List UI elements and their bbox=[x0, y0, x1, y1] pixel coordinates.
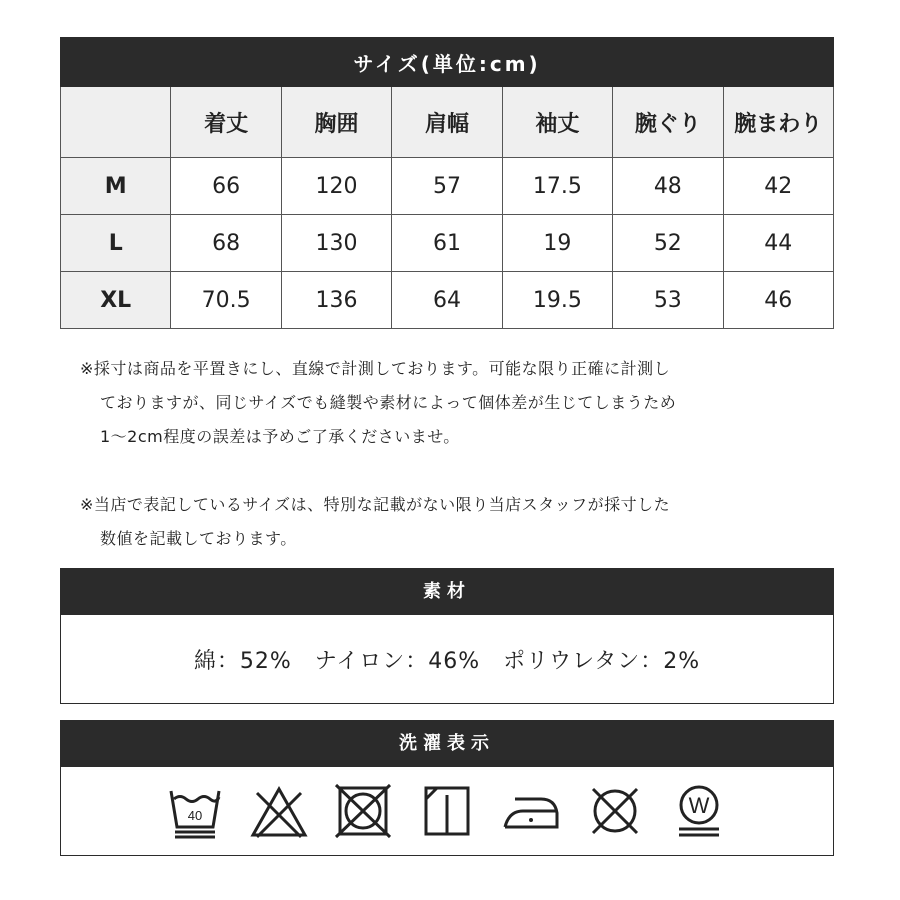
table-cell: 68 bbox=[171, 215, 281, 272]
laundry-section bbox=[60, 720, 834, 856]
no-dry-clean-icon bbox=[585, 783, 645, 839]
column-header: 着丈 bbox=[171, 87, 281, 158]
no-bleach-icon bbox=[249, 783, 309, 839]
table-cell: 19.5 bbox=[502, 272, 612, 329]
laundry-icons bbox=[61, 767, 833, 855]
laundry-title: 洗濯表示 bbox=[61, 721, 833, 767]
size-label: M bbox=[61, 158, 171, 215]
table-cell: 46 bbox=[723, 272, 833, 329]
table-cell: 17.5 bbox=[502, 158, 612, 215]
notes bbox=[80, 352, 840, 556]
table-cell: 44 bbox=[723, 215, 833, 272]
column-header: 袖丈 bbox=[502, 87, 612, 158]
table-row bbox=[61, 215, 834, 272]
note-line: ※当店で表記しているサイズは、特別な記載がない限り当店スタッフが採寸した bbox=[80, 495, 671, 514]
size-label: XL bbox=[61, 272, 171, 329]
column-header: 胸囲 bbox=[281, 87, 391, 158]
column-header: 肩幅 bbox=[392, 87, 502, 158]
table-cell: 19 bbox=[502, 215, 612, 272]
measurement-note bbox=[80, 352, 840, 454]
table-cell: 57 bbox=[392, 158, 502, 215]
table-cell: 42 bbox=[723, 158, 833, 215]
column-header: 腕ぐり bbox=[613, 87, 723, 158]
material-title: 素材 bbox=[61, 569, 833, 615]
note-line: 1～2cm程度の誤差は予めご了承くださいませ。 bbox=[100, 427, 460, 446]
wash-40-icon bbox=[165, 783, 225, 839]
size-table-header-row bbox=[61, 87, 834, 158]
size-table-title: サイズ(単位:cm) bbox=[61, 38, 834, 87]
wet-clean-icon bbox=[669, 783, 729, 839]
table-cell: 64 bbox=[392, 272, 502, 329]
table-row bbox=[61, 158, 834, 215]
no-tumble-dry-icon bbox=[333, 783, 393, 839]
size-note bbox=[80, 488, 840, 556]
wash-temperature-label: 40 bbox=[187, 808, 203, 823]
table-cell: 120 bbox=[281, 158, 391, 215]
table-row bbox=[61, 272, 834, 329]
line-dry-icon bbox=[417, 783, 477, 839]
table-cell: 53 bbox=[613, 272, 723, 329]
table-cell: 48 bbox=[613, 158, 723, 215]
table-cell: 66 bbox=[171, 158, 281, 215]
material-section bbox=[60, 568, 834, 704]
table-cell: 61 bbox=[392, 215, 502, 272]
table-cell: 52 bbox=[613, 215, 723, 272]
column-header: 腕まわり bbox=[723, 87, 833, 158]
wet-clean-letter: W bbox=[688, 793, 710, 818]
note-line: ※採寸は商品を平置きにし、直線で計測しております。可能な限り正確に計測し bbox=[80, 359, 671, 378]
note-line: ておりますが、同じサイズでも縫製や素材によって個体差が生じてしまうため bbox=[100, 393, 677, 412]
size-table bbox=[60, 37, 834, 329]
table-cell: 136 bbox=[281, 272, 391, 329]
note-line: 数値を記載しております。 bbox=[100, 529, 297, 548]
material-text: 綿：52% ナイロン：46% ポリウレタン：2% bbox=[193, 648, 701, 674]
low-iron-icon bbox=[501, 783, 561, 839]
size-label: L bbox=[61, 215, 171, 272]
table-cell: 130 bbox=[281, 215, 391, 272]
table-cell: 70.5 bbox=[171, 272, 281, 329]
size-table-corner bbox=[61, 87, 171, 158]
